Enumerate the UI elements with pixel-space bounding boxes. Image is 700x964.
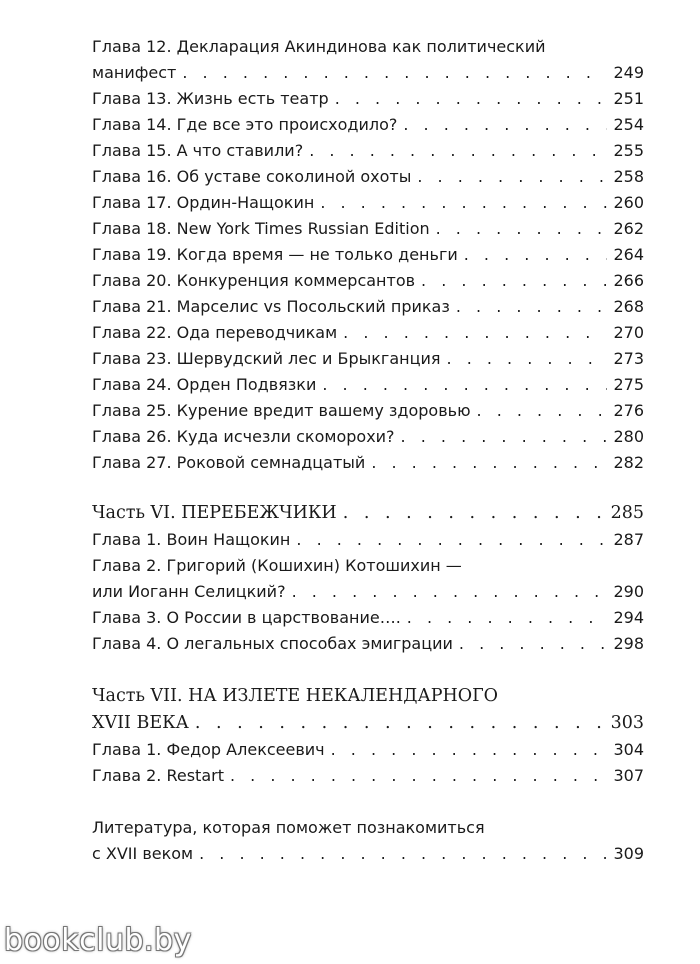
toc-page-number: 251 [613,89,644,108]
dot-leader [309,138,607,164]
dot-leader [447,346,608,372]
toc-literature-line1: Литература, которая поможет познакомиться [92,818,485,837]
toc-entry-title: Глава 15. А что ставили? [92,141,304,160]
toc-entry-title: Глава 3. О России в царствование…. [92,608,401,627]
toc-page-number: 255 [613,141,644,160]
dot-leader [456,294,608,320]
table-of-contents [92,34,644,867]
dot-leader [459,631,608,657]
toc-entry-ch25[interactable] [92,398,644,424]
dot-leader [343,320,607,346]
toc-entry-title: Глава 13. Жизнь есть театр [92,89,329,108]
toc-entry-title-line2: или Иоганн Селицкий? [92,582,286,601]
toc-page-number: 270 [613,323,644,342]
toc-page-number: 254 [613,115,644,134]
toc-page-number: 309 [613,844,644,863]
toc-entry-p6-ch1[interactable] [92,527,644,553]
toc-entry-title-line1: Глава 2. Григорий (Кошихин) Котошихин — [92,556,462,575]
toc-entry-p6-ch4[interactable] [92,631,644,657]
toc-entry-ch20[interactable] [92,268,644,294]
toc-part-title-line1: Часть VII. НА ИЗЛЕТЕ НЕКАЛЕНДАРНОГО [92,686,499,706]
toc-entry-title: Глава 24. Орден Подвязки [92,375,317,394]
toc-page-number: 249 [613,63,644,82]
dot-leader [296,527,607,553]
toc-entry-p7-ch1[interactable] [92,737,644,763]
toc-entry-ch18[interactable] [92,216,644,242]
toc-page-number: 273 [613,349,644,368]
dot-leader [477,398,608,424]
toc-page-number: 294 [613,608,644,627]
dot-leader [292,579,608,605]
toc-entry-title: Глава 22. Ода переводчикам [92,323,338,342]
toc-page-number: 290 [613,582,644,601]
toc-page-number: 258 [613,167,644,186]
toc-entry-p7-ch2[interactable] [92,763,644,789]
toc-page-number: 304 [613,740,644,759]
dot-leader [436,216,608,242]
toc-entry-title: Глава 4. О легальных способах эмиграции [92,634,453,653]
toc-page-number: 280 [613,427,644,446]
watermark: bookclub.by [4,923,192,958]
toc-entry-title: Глава 19. Когда время — не только деньги [92,245,458,264]
toc-page-number: 275 [613,375,644,394]
toc-entry-title: Глава 17. Ордин-Нащокин [92,193,315,212]
toc-entry-ch27[interactable] [92,450,644,476]
toc-entry-title: Глава 1. Федор Алексеевич [92,740,325,759]
dot-leader [230,763,607,789]
toc-entry-title-line1: Глава 12. Декларация Акиндинова как политический [92,37,546,56]
dot-leader [407,605,608,631]
dot-leader [371,450,607,476]
dot-leader [335,86,608,112]
dot-leader [320,190,607,216]
toc-entry-title: Глава 27. Роковой семнадцатый [92,453,366,472]
toc-page-number: 262 [613,219,644,238]
toc-part-7[interactable] [92,683,644,737]
toc-page-number: 298 [613,634,644,653]
toc-page-number: 287 [613,530,644,549]
dot-leader [343,500,605,527]
dot-leader [403,112,607,138]
toc-entry-ch16[interactable] [92,164,644,190]
toc-entry-title: Глава 14. Где все это происходило? [92,115,398,134]
toc-entry-title: Глава 25. Курение вредит вашему здоровью [92,401,471,420]
toc-entry-title: Глава 18. New York Times Russian Edition [92,219,430,238]
toc-entry-title: Глава 26. Куда исчезли скоморохи? [92,427,395,446]
toc-entry-ch19[interactable] [92,242,644,268]
toc-entry-title: Глава 2. Restart [92,766,224,785]
toc-part-title-line2: XVII ВЕКА [92,713,189,733]
toc-entry-title: Глава 21. Марселис vs Посольский приказ [92,297,450,316]
toc-page-number: 307 [613,766,644,785]
toc-entry-ch23[interactable] [92,346,644,372]
toc-entry-title-line2: манифест [92,63,177,82]
toc-entry-title: Глава 16. Об уставе соколиной охоты [92,167,412,186]
toc-page-number: 303 [610,713,644,733]
toc-part-title: Часть VI. ПЕРЕБЕЖЧИКИ [92,503,337,523]
dot-leader [322,372,607,398]
toc-literature-line2: с XVII веком [92,844,194,863]
toc-entry-ch12[interactable] [92,34,644,86]
toc-entry-title: Глава 20. Конкуренция коммерсантов [92,271,416,290]
toc-page-number: 266 [613,271,644,290]
dot-leader [421,268,607,294]
toc-entry-ch13[interactable] [92,86,644,112]
dot-leader [401,424,608,450]
toc-literature[interactable] [92,815,644,867]
dot-leader [199,841,607,867]
toc-entry-p6-ch3[interactable] [92,605,644,631]
dot-leader [464,242,608,268]
toc-entry-title: Глава 23. Шервудский лес и Брыкганция [92,349,441,368]
toc-page-number: 268 [613,297,644,316]
toc-page-number: 276 [613,401,644,420]
toc-entry-ch24[interactable] [92,372,644,398]
toc-entry-ch22[interactable] [92,320,644,346]
dot-leader [417,164,607,190]
dot-leader [195,710,605,737]
toc-entry-title: Глава 1. Воин Нащокин [92,530,291,549]
toc-entry-ch26[interactable] [92,424,644,450]
toc-entry-ch14[interactable] [92,112,644,138]
toc-entry-ch15[interactable] [92,138,644,164]
dot-leader [331,737,608,763]
dot-leader [182,60,607,86]
toc-entry-p6-ch2[interactable] [92,553,644,605]
toc-page-number: 264 [613,245,644,264]
toc-page-number: 285 [610,503,644,523]
toc-entry-ch17[interactable] [92,190,644,216]
toc-page-number: 282 [613,453,644,472]
toc-page-number: 260 [613,193,644,212]
toc-part-6[interactable] [92,500,644,527]
toc-entry-ch21[interactable] [92,294,644,320]
